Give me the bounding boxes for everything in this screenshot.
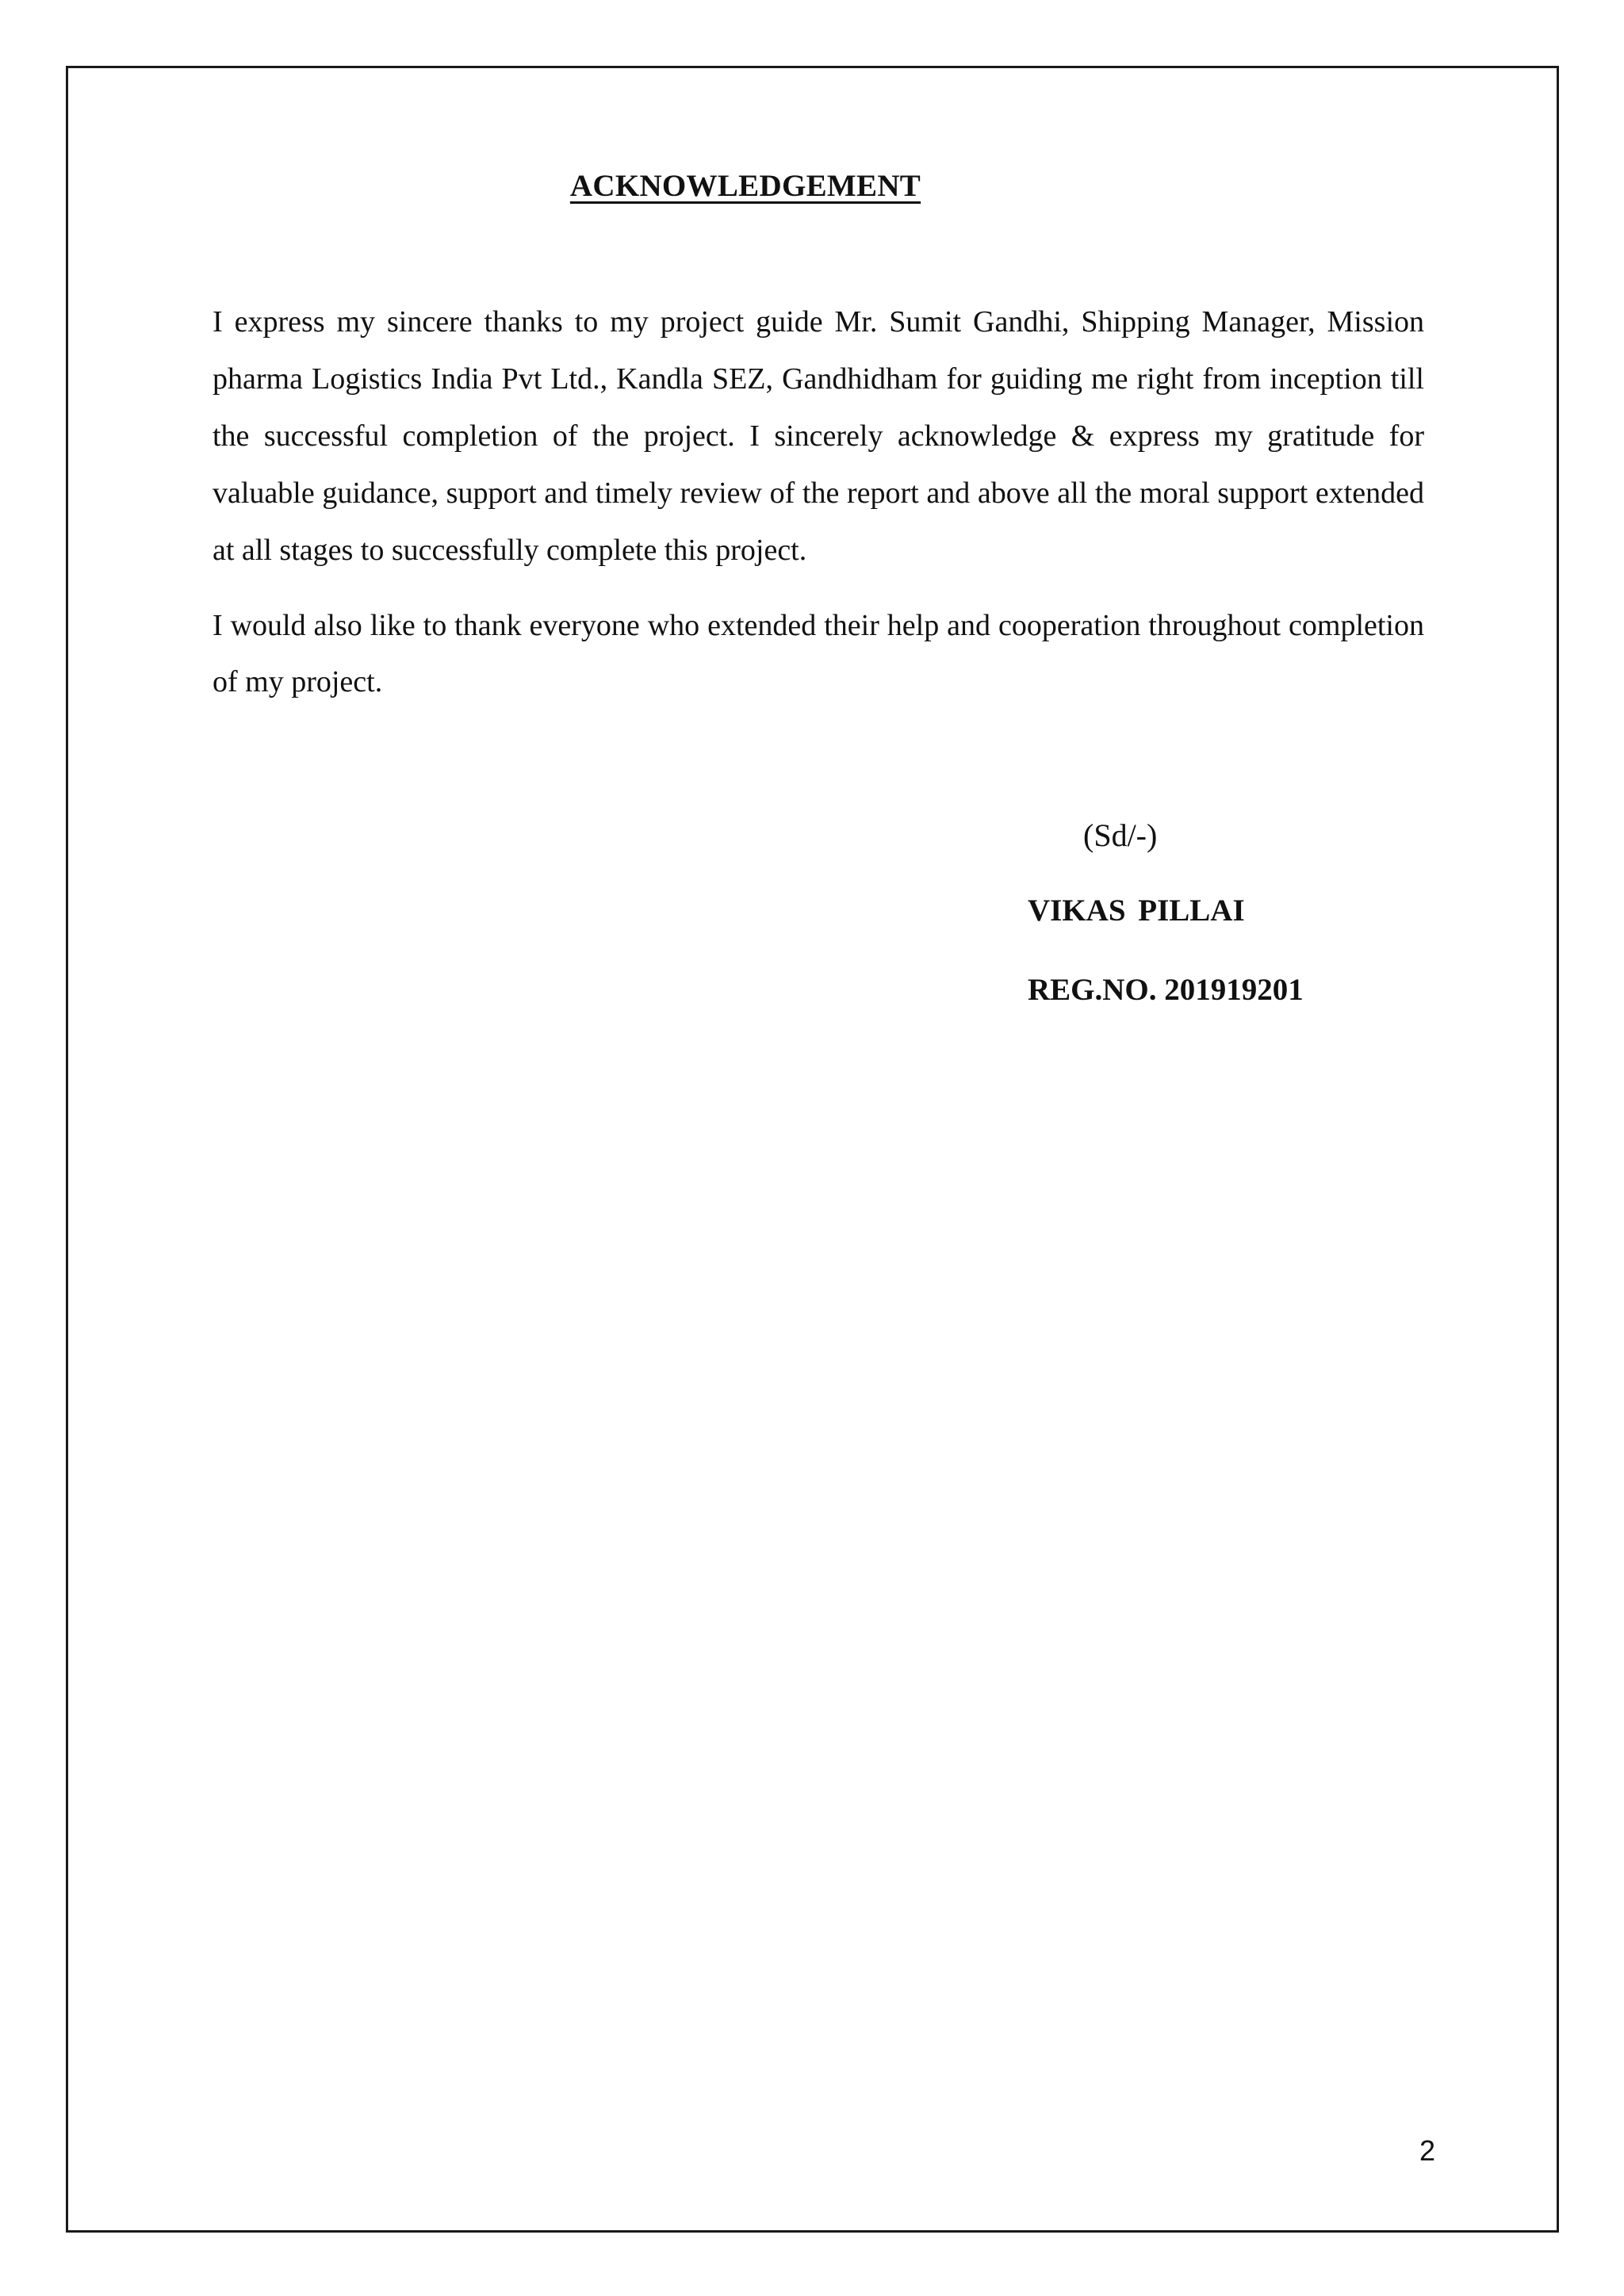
acknowledgement-paragraph-1: I express my sincere thanks to my project guide Mr. Sumit Gandhi, Shipping Manager, Mission pharma Logistics India Pvt Ltd., Kandla SEZ, Gandhidham for guiding me right from inception till the successful completion of the project. I sincerely acknowledge & express my gratitude for valuable guidance, support and timely review of the report and above all the moral support extended at all stages to successfully complete this project.: [213, 305, 1424, 567]
signatory-name: VIKAS PILLAI: [1028, 894, 1245, 928]
acknowledgement-paragraph-2: I would also like to thank everyone who extended their help and cooperation throughout completion of my project.: [213, 609, 1424, 698]
registration-number: REG.NO. 201919201: [1028, 973, 1304, 1007]
page-number: 2: [1419, 2134, 1436, 2167]
page-heading: ACKNOWLEDGEMENT: [569, 169, 921, 203]
signature-mark: (Sd/-): [1083, 817, 1158, 853]
